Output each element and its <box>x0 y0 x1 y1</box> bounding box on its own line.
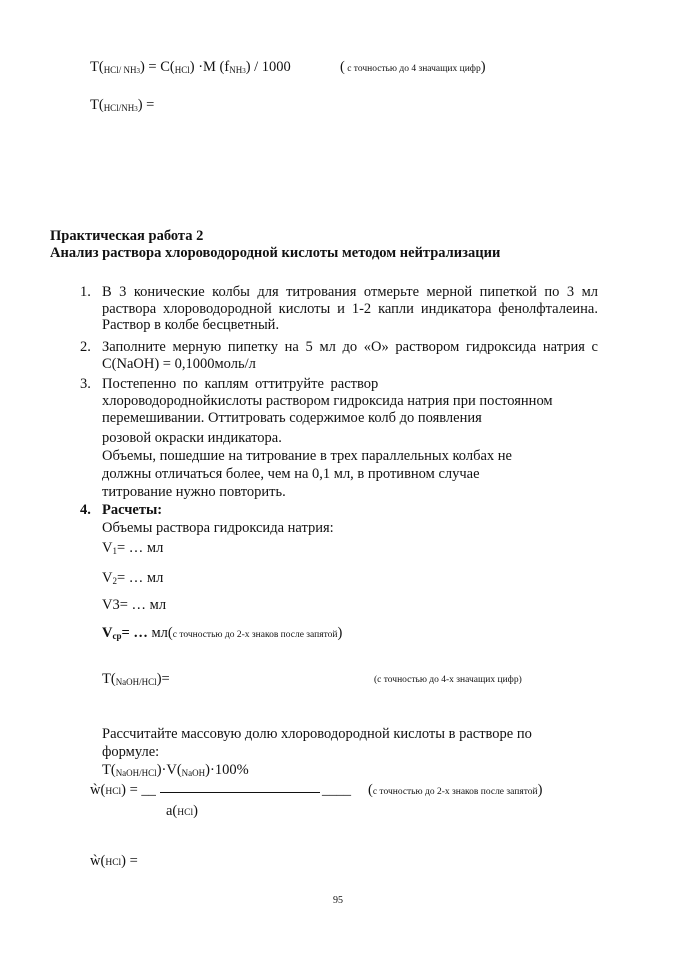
list-item-line: Постепенно по каплям оттитруйте раствор <box>102 376 379 392</box>
formula-subscript: HCl/NH <box>103 103 135 113</box>
var-value: = … <box>121 625 148 641</box>
formula-text: T( <box>102 671 116 687</box>
note-paren: ) <box>537 782 543 798</box>
formula-text: )·100% <box>205 762 249 778</box>
formula-subscript: 3 <box>136 67 140 75</box>
formula-titer-result <box>90 97 154 114</box>
fraction-numerator <box>102 762 249 779</box>
fraction-tail: ____ <box>322 782 351 798</box>
formula-subscript: HCl/ NH <box>103 65 137 75</box>
formula-subscript: 3 <box>242 67 246 75</box>
precision-note <box>340 59 486 76</box>
list-number: 4. <box>80 502 91 518</box>
list-number: 3. <box>80 376 91 392</box>
var-subscript: 1 <box>112 546 117 556</box>
formula-text: ) = <box>137 97 155 113</box>
note-text: с точностью до 2-х знаков после запятой <box>372 787 538 797</box>
formula-text: ) = <box>121 853 138 869</box>
var-unit: мл( <box>147 625 173 641</box>
var-subscript: ср <box>112 631 122 641</box>
fraction-denominator <box>166 803 198 820</box>
mass-fraction-instruction: Рассчитайте массовую долю хлороводородной кислоты в растворе по <box>102 726 532 742</box>
var-name: V <box>102 540 113 556</box>
var-name: V <box>102 570 113 586</box>
formula-text: ) = C( <box>139 59 175 75</box>
formula-text: ( <box>100 853 106 869</box>
section-subtitle: Анализ раствора хлороводородной кислоты методом нейтрализации <box>50 245 501 261</box>
list-item-line: перемешивании. Оттитровать содержимое колб до появления <box>102 410 482 426</box>
var-name: V3 <box>102 597 120 613</box>
formula-subscript: HCl <box>177 808 194 818</box>
list-item-line: должны отличаться более, чем на 0,1 мл, в противном случае <box>102 466 480 482</box>
note-paren: ( <box>368 782 373 798</box>
var-value: = … мл <box>119 597 167 613</box>
calculations-heading: Расчеты: <box>102 502 163 518</box>
precision-note: с точностью до 2-х знаков после запятой <box>172 630 338 640</box>
note-text: с точностью до 4 значащих цифр <box>344 64 481 74</box>
list-item-line: Объемы, пошедшие на титрование в трех параллельных колбах не <box>102 448 512 464</box>
formula-text: )= <box>156 671 170 687</box>
var-value: = … мл <box>116 540 164 556</box>
formula-subscript: NH <box>229 65 243 75</box>
var-value: = … мл <box>116 570 164 586</box>
note-paren: ) <box>337 625 343 641</box>
list-item-text: Заполните мерную пипетку на 5 мл до «О» раствором гидроксида натрия с C(NaOH) = 0,1000моль/л <box>102 339 598 372</box>
var-name: V <box>102 625 113 641</box>
volume-v1 <box>102 540 163 557</box>
formula-text: )·V( <box>156 762 182 778</box>
note-paren: ( <box>340 59 345 75</box>
volume-v3 <box>102 597 166 614</box>
formula-text: ) / 1000 <box>245 59 291 75</box>
list-item-line: титрование нужно повторить. <box>102 484 286 500</box>
formula-subscript: NaOH/HCl <box>115 768 157 778</box>
formula-titer-hcl-nh3 <box>90 59 291 76</box>
formula-subscript: NaOH/HCl <box>115 677 157 687</box>
var-subscript: 2 <box>112 576 117 586</box>
formula-subscript: HCl <box>105 787 122 797</box>
mass-fraction-formula <box>90 782 156 799</box>
formula-subscript: 3 <box>134 105 138 113</box>
formula-text: ) ·M (f <box>189 59 230 75</box>
page-number: 95 <box>333 895 343 906</box>
formula-text: ) = __ <box>121 782 156 798</box>
titer-naoh-hcl <box>102 671 170 688</box>
formula-subscript: HCl <box>174 65 190 75</box>
precision-note: (с точностью до 4-х значащих цифр) <box>374 675 522 685</box>
list-number: 2. <box>80 339 91 355</box>
list-number: 1. <box>80 284 91 300</box>
formula-subscript: HCl <box>105 858 122 868</box>
formula-text: T( <box>102 762 116 778</box>
list-item-text: В 3 конические колбы для титрования отмерьте мерной пипеткой по 3 мл раствора хлороводородной кислоты и 1-2 капли индикатора фенолфталеина. Раствор в колбе бесцветный. <box>102 284 598 333</box>
volumes-label: Объемы раствора гидроксида натрия: <box>102 520 334 536</box>
precision-note <box>368 782 542 799</box>
fraction-bar <box>160 792 320 793</box>
formula-text: T( <box>90 59 104 75</box>
mass-fraction-instruction: формуле: <box>102 744 160 760</box>
mass-fraction-result <box>90 853 138 870</box>
formula-text: ) <box>193 803 198 819</box>
section-title: Практическая работа 2 <box>50 228 204 244</box>
omega-symbol: ẁ <box>90 853 101 869</box>
list-item-line: хлороводороднойкислоты раствором гидроксида натрия при постоянном <box>102 393 553 409</box>
volume-average <box>102 625 342 642</box>
formula-text: a( <box>166 803 178 819</box>
formula-subscript: NaOH <box>181 768 206 778</box>
list-item-line: розовой окраски индикатора. <box>102 430 282 446</box>
formula-text: T( <box>90 97 104 113</box>
volume-v2 <box>102 570 163 587</box>
omega-symbol: ẁ <box>90 782 101 798</box>
formula-text: ( <box>100 782 106 798</box>
note-paren: ) <box>480 59 486 75</box>
